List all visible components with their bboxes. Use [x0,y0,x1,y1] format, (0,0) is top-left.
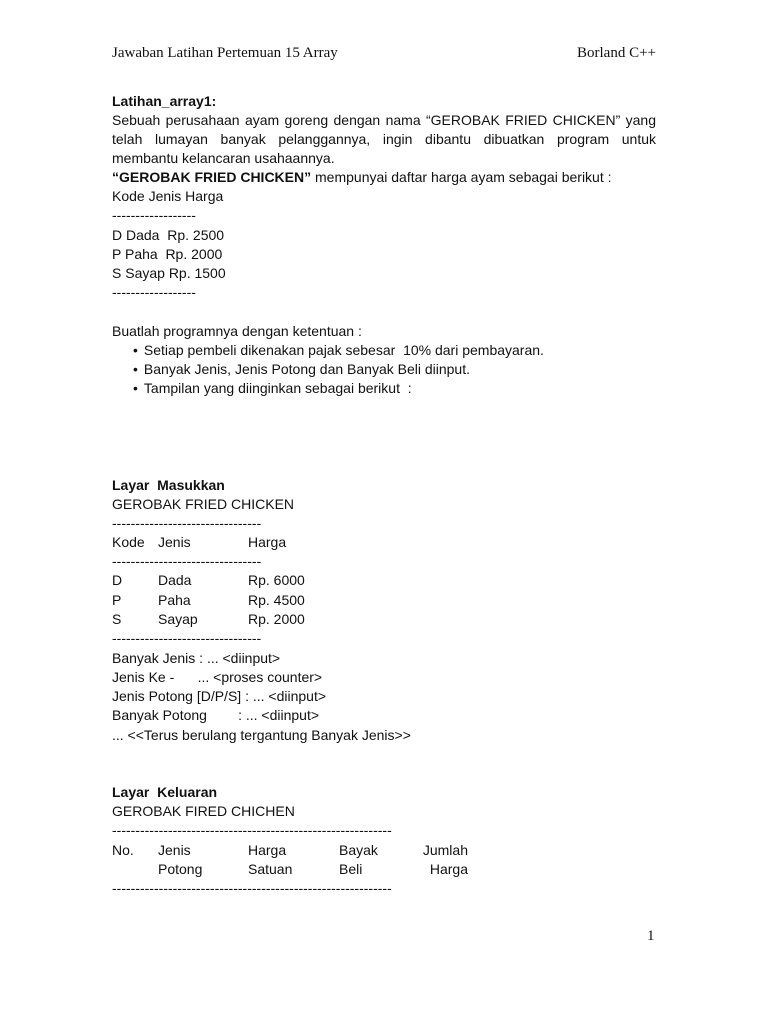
intro-line: membantu kelancaran usahaannya. [112,150,335,167]
header-right-title: Borland C++ [577,45,656,61]
separator: ------------------ [112,284,196,300]
cell-kode: S [112,610,122,627]
price-item: D Dada Rp. 2500 [112,227,225,243]
input-price-table [112,533,372,648]
separator: -------------------------------- [112,515,262,531]
list-item: • Banyak Jenis, Jenis Potong dan Banyak Beli diinput. [133,360,544,379]
list-item: • Setiap pembeli dikenakan pajak sebesar 10% dari pembayaran. [133,341,544,360]
cell-harga: Rp. 2000 [248,610,305,627]
cell-kode: P [112,591,122,608]
separator-row [112,879,472,898]
column-header: Jenis [158,534,191,550]
column-header: Harga [429,861,468,878]
separator-row [112,629,372,648]
input-prompt: Jenis Ke - ... <proses counter> [112,669,323,685]
price-intro [112,168,612,187]
price-header: Kode Jenis Harga [112,188,224,204]
exercise-title: Latihan_array1: [112,93,217,109]
column-header: Satuan [248,861,293,878]
column-header: Jenis [158,842,191,858]
price-item: S Sayap Rp. 1500 [112,265,226,281]
separator: ------------------ [112,207,196,223]
list-item: • Tampilan yang diinginkan sebagai berikut : [133,379,544,398]
table-header-row [112,533,372,552]
separator-row [112,552,372,571]
column-header: Harga [248,842,287,858]
separator: -------------------------------- [112,553,262,570]
cell-harga: Rp. 6000 [248,572,305,589]
output-table-header [112,841,472,899]
column-header: No. [112,842,134,858]
output-app-name: GEROBAK FIRED CHICHEN [112,803,295,819]
table-header-row [112,841,472,860]
header-left-title: Jawaban Latihan Pertemuan 15 Array [112,45,338,61]
table-row [112,591,372,610]
separator: ------------------------------------------------------------ [112,880,392,897]
page-header [112,44,656,63]
price-item: P Paha Rp. 2000 [112,246,223,262]
brand-quote: “GEROBAK FRIED CHICKEN” [112,169,312,185]
exercise-intro [112,111,656,169]
column-header: Jumlah [422,842,468,858]
table-row [112,571,372,590]
column-header: Kode [112,534,145,550]
input-prompt: Jenis Potong [D/P/S] : ... <diinput> [112,688,327,704]
cell-kode: D [112,572,123,589]
input-prompt: Banyak Potong : ... <diinput> [112,707,320,723]
cell-jenis: Dada [158,572,192,589]
input-prompt: ... <<Terus berulang tergantung Banyak Jenis>> [112,727,411,743]
intro-line: Sebuah perusahaan ayam goreng dengan nama “GEROBAK FRIED CHICKEN” yang [112,112,656,128]
cell-jenis: Sayap [158,610,198,627]
cell-jenis: Paha [158,591,191,608]
instruction: Buatlah programnya dengan ketentuan : [112,323,362,339]
column-header: Bayak [339,842,378,858]
column-header: Potong [158,861,203,878]
input-app-name: GEROBAK FRIED CHICKEN [112,496,295,512]
input-screen-title: Layar Masukkan [112,477,225,493]
price-intro-text: mempunyai daftar harga ayam sebagai berikut : [311,169,612,185]
intro-line: telah lumayan banyak pelanggannya, ingin dibantu dibuatkan program untuk [112,131,656,148]
separator: ------------------------------------------------------------ [112,822,392,838]
column-header: Harga [248,534,287,550]
cell-harga: Rp. 4500 [248,591,305,608]
page-number: 1 [647,928,655,944]
table-header-row [112,860,472,879]
separator: -------------------------------- [112,629,262,646]
output-screen-title: Layar Keluaran [112,784,218,800]
input-prompt: Banyak Jenis : ... <diinput> [112,650,281,666]
column-header: Beli [339,861,363,878]
requirements-list [133,341,544,399]
table-row [112,610,372,629]
